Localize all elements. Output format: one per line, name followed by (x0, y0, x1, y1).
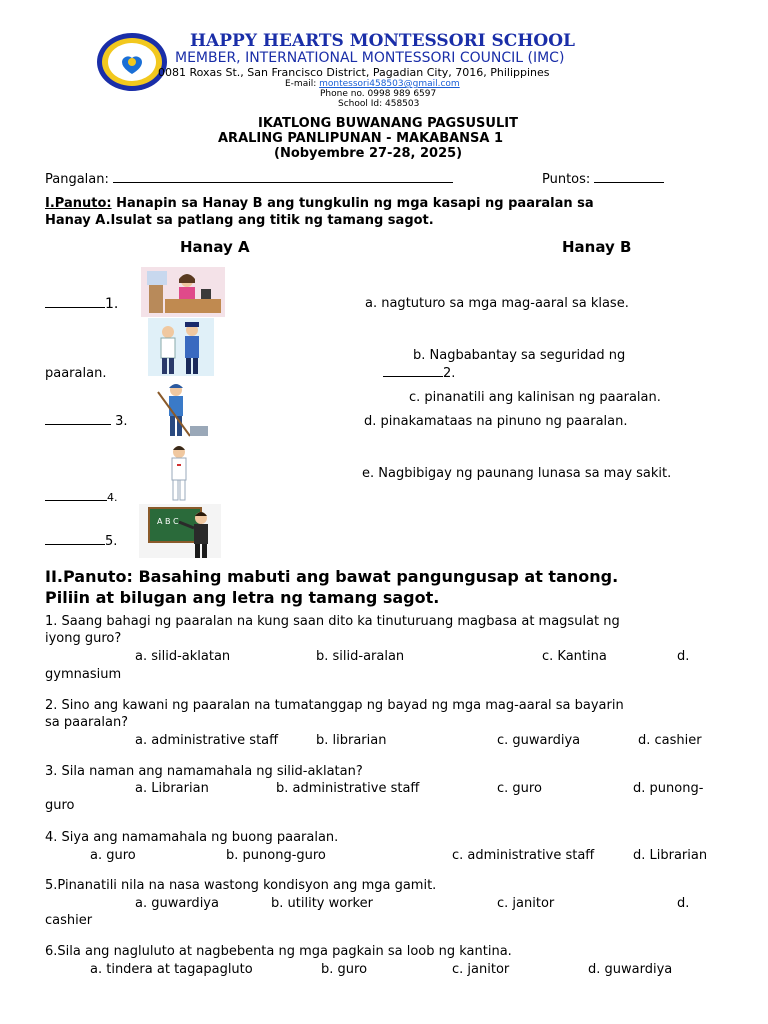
q1-option-d[interactable]: d. (677, 649, 690, 664)
score-label: Puntos: (542, 172, 591, 187)
q4-text-1: 4. Siya ang namamahala ng buong paaralan. (45, 830, 339, 845)
choice-c: c. pinanatili ang kalinisan ng paaralan. (409, 390, 661, 405)
q1-option-a[interactable]: a. silid-aklatan (135, 649, 231, 664)
column-b-heading: Hanay B (562, 238, 632, 256)
q6-option-c[interactable]: c. janitor (452, 962, 510, 977)
member-line: MEMBER, INTERNATIONAL MONTESSORI COUNCIL (IMC) (175, 50, 565, 66)
item-2-number: 2. (443, 366, 456, 381)
item-1 (45, 296, 118, 312)
choice-a: a. nagtuturo sa mga mag-aaral sa klase. (365, 296, 629, 311)
item-1-blank[interactable] (45, 307, 105, 308)
q3-option-b[interactable]: b. administrative staff (276, 781, 420, 796)
part1-instruction (45, 196, 594, 211)
item-2 (383, 366, 455, 381)
item-2-paaralan: paaralan. (45, 366, 107, 381)
q1-text-1: 1. Saang bahagi ng paaralan na kung saan dito ka tinuturuang magbasa at magsulat ng (45, 614, 620, 629)
q6-option-d[interactable]: d. guwardiya (588, 962, 673, 977)
email-label: E-mail: (285, 79, 317, 89)
q2-option-a[interactable]: a. administrative staff (135, 733, 279, 748)
janitor-icon (150, 378, 212, 440)
score-field (542, 172, 664, 187)
q4-option-b[interactable]: b. punong-guro (226, 848, 326, 863)
q2-option-b[interactable]: b. librarian (316, 733, 387, 748)
item-4-blank[interactable] (45, 500, 107, 501)
item-5 (45, 534, 117, 549)
q2-text-2: sa paaralan? (45, 715, 129, 730)
q4-option-a[interactable]: a. guro (90, 848, 136, 863)
phone: Phone no. 0998 989 6597 (320, 89, 437, 99)
item-4 (45, 491, 118, 504)
q5-option-b[interactable]: b. utility worker (271, 896, 373, 911)
address: 0081 Roxas St., San Francisco District, Pagadian City, 7016, Philippines (158, 66, 550, 79)
part1-text-2: Hanay A.Isulat sa patlang ang titik ng tamang sagot. (45, 213, 434, 228)
q4-option-c[interactable]: c. administrative staff (452, 848, 595, 863)
office-worker-icon (141, 267, 225, 317)
q1-option-c[interactable]: c. Kantina (542, 649, 607, 664)
item-2-blank[interactable] (383, 376, 443, 377)
q3-option-a[interactable]: a. Librarian (135, 781, 209, 796)
school-name: HAPPY HEARTS MONTESSORI SCHOOL (190, 31, 575, 51)
svg-text:A B C: A B C (157, 517, 179, 526)
item-3-blank[interactable] (45, 424, 111, 425)
q3-text-1: 3. Sila naman ang namamahala ng silid-aklatan? (45, 764, 363, 779)
q1-text-2: iyong guro? (45, 631, 122, 646)
email-line (285, 79, 460, 89)
item-5-number: 5. (105, 534, 118, 549)
name-field (45, 172, 453, 187)
part1-text-1: Hanapin sa Hanay B ang tungkulin ng mga kasapi ng paaralan sa (111, 196, 594, 211)
q6-text-1: 6.Sila ang nagluluto at nagbebenta ng mga pagkain sa loob ng kantina. (45, 944, 512, 959)
q1-option-d-cont: gymnasium (45, 667, 122, 682)
q4-option-d[interactable]: d. Librarian (633, 848, 708, 863)
q2-text-1: 2. Sino ang kawani ng paaralan na tumatanggap ng bayad ng mga mag-aaral sa bayarin (45, 698, 624, 713)
q5-text-1: 5.Pinanatili nila na nasa wastong kondisyon ang mga gamit. (45, 878, 437, 893)
exam-date: (Nobyembre 27-28, 2025) (274, 146, 463, 161)
q3-option-c[interactable]: c. guro (497, 781, 542, 796)
q3-option-d[interactable]: d. punong- (633, 781, 704, 796)
q5-option-c[interactable]: c. janitor (497, 896, 555, 911)
q6-option-b[interactable]: b. guro (321, 962, 368, 977)
q6-option-a[interactable]: a. tindera at tagapagluto (90, 962, 253, 977)
exam-subject: ARALING PANLIPUNAN - MAKABANSA 1 (218, 131, 504, 146)
part1-label: I.Panuto: (45, 196, 112, 211)
name-blank[interactable] (113, 182, 453, 183)
q5-option-d-cont: cashier (45, 913, 93, 928)
choice-d: d. pinakamataas na pinuno ng paaralan. (364, 414, 628, 429)
teacher-icon (139, 504, 221, 558)
item-4-number: 4. (107, 491, 118, 504)
item-5-blank[interactable] (45, 544, 105, 545)
q5-option-d[interactable]: d. (677, 896, 690, 911)
q2-option-c[interactable]: c. guwardiya (497, 733, 581, 748)
score-blank[interactable] (594, 182, 664, 183)
q5-option-a[interactable]: a. guwardiya (135, 896, 219, 911)
email-link[interactable]: montessori458503@gmail.com (319, 79, 460, 89)
q2-option-d[interactable]: d. cashier (638, 733, 702, 748)
item-3 (45, 414, 128, 429)
exam-title: IKATLONG BUWANANG PAGSUSULIT (258, 116, 518, 131)
part2-heading-2: Piliin at bilugan ang letra ng tamang sagot. (45, 588, 440, 607)
q3-option-d-cont: guro (45, 798, 75, 813)
item-1-number: 1. (105, 296, 119, 312)
item-3-number: 3. (115, 414, 128, 429)
column-a-heading: Hanay A (180, 238, 250, 256)
nurse-icon (162, 442, 196, 502)
name-label: Pangalan: (45, 172, 109, 187)
choice-b: b. Nagbabantay sa seguridad ng (413, 348, 626, 363)
part2-heading-1: II.Panuto: Basahing mabuti ang bawat pangungusap at tanong. (45, 567, 619, 586)
school-id: School Id: 458503 (338, 99, 420, 109)
choice-e: e. Nagbibigay ng paunang lunasa sa may sakit. (362, 466, 672, 481)
school-seal-icon (96, 32, 168, 92)
security-guard-icon (148, 318, 214, 376)
q1-option-b[interactable]: b. silid-aralan (316, 649, 405, 664)
